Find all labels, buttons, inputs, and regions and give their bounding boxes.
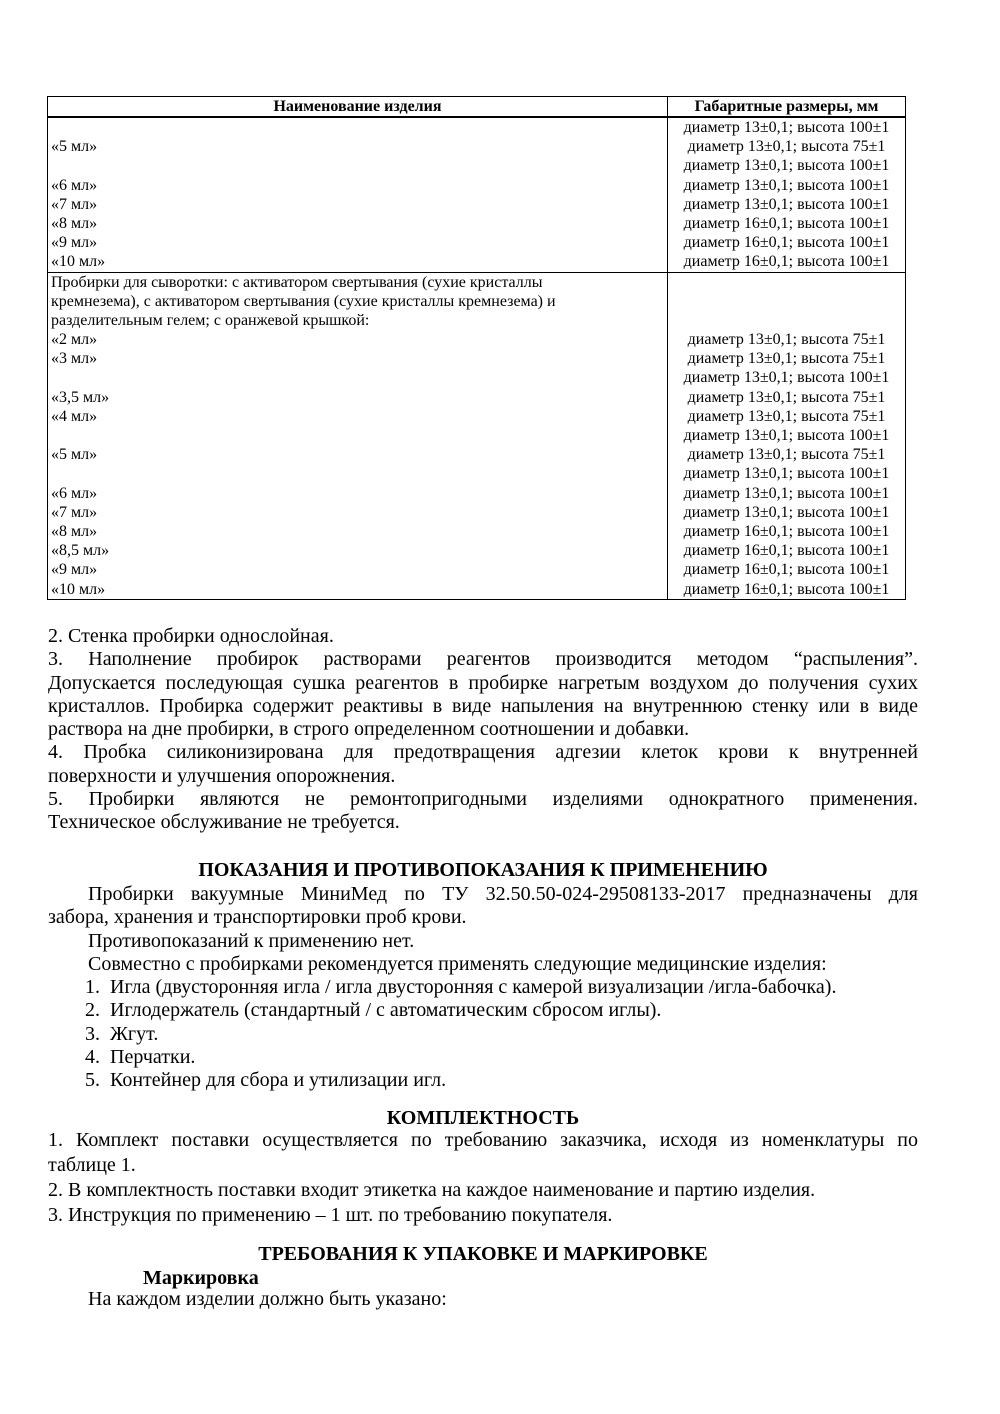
- note-text-line: 5. Пробирки являются не ремонтопригодными изделиями однократного применения.: [48, 788, 918, 811]
- product-volume-label: «6 мл»: [51, 176, 98, 194]
- note-text-line: 4. Пробка силиконизирована для предотвращения адгезии клеток крови к внутренней: [48, 741, 918, 764]
- table-section-plain-tubes: [48, 118, 905, 272]
- completeness-text-line: таблице 1.: [48, 1154, 136, 1176]
- indications-text-line: 5. Контейнер для сбора и утилизации игл.: [85, 1069, 447, 1092]
- product-volume-label: «8 мл»: [51, 522, 98, 540]
- table-header-row: [48, 97, 905, 118]
- product-dimensions-value: диаметр 13±0,1; высота 100±1: [683, 176, 890, 194]
- product-volume-label: [48, 464, 667, 483]
- product-dimensions-value: диаметр 13±0,1; высота 75±1: [687, 407, 886, 425]
- product-dimensions-value: диаметр 13±0,1; высота 100±1: [683, 503, 890, 521]
- product-dimensions-value: диаметр 13±0,1; высота 100±1: [683, 157, 890, 175]
- product-volume-label: «9 мл»: [51, 234, 98, 252]
- product-dimensions-value: диаметр 13±0,1; высота 75±1: [687, 446, 886, 464]
- product-volume-label: «10 мл»: [51, 253, 106, 271]
- product-dimensions-value: диаметр 13±0,1; высота 75±1: [687, 350, 886, 368]
- volume-labels-column: [48, 118, 668, 272]
- section-title-indications: ПОКАЗАНИЯ И ПРОТИВОПОКАЗАНИЯ К ПРИМЕНЕНИЮ: [198, 859, 768, 881]
- completeness-text-line: 1. Комплект поставки осуществляется по требованию заказчика, исходя из номенклатуры по: [48, 1129, 918, 1151]
- product-volume-label: «9 мл»: [51, 561, 98, 579]
- product-volume-label: «8 мл»: [51, 214, 98, 232]
- product-volume-label: [48, 368, 667, 387]
- product-dimensions-value: диаметр 16±0,1; высота 100±1: [683, 542, 890, 560]
- volume-labels: [48, 330, 667, 599]
- indications-text-line: 4. Перчатки.: [85, 1046, 196, 1069]
- product-dimensions-value: диаметр 16±0,1; высота 100±1: [683, 234, 890, 252]
- serum-tubes-description-line: кремнезема), с активатором свертывания (сухие кристаллы кремнезема) и: [51, 292, 556, 310]
- product-volume-label: «5 мл»: [51, 138, 98, 156]
- product-dimensions-value: диаметр 13±0,1; высота 100±1: [683, 195, 890, 213]
- table-header-product-name: Наименование изделия: [48, 97, 668, 116]
- dimensions-column: [668, 273, 905, 599]
- note-text-line: раствора на дне пробирки, в строго определенном соотношении и добавки.: [48, 718, 690, 741]
- indications-text: [48, 883, 918, 1093]
- product-volume-label: «4 мл»: [51, 407, 98, 425]
- note-text-line: поверхности и улучшения опорожнения.: [48, 764, 396, 787]
- indications-text-line: Пробирки вакуумные МиниМед по ТУ 32.50.50-024-29508133-2017 предназначены для: [88, 883, 918, 905]
- table-section-serum-tubes: [48, 272, 905, 599]
- serum-tubes-description-line: Пробирки для сыворотки: с активатором свертывания (сухие кристаллы: [51, 273, 543, 291]
- table-header-dimensions: Габаритные размеры, мм: [694, 98, 879, 115]
- product-volume-label: «5 мл»: [51, 446, 98, 464]
- product-dimensions-value: диаметр 16±0,1; высота 100±1: [683, 253, 890, 271]
- marking-text-line: На каждом изделии должно быть указано:: [88, 1288, 447, 1310]
- product-dimensions-value: диаметр 13±0,1; высота 100±1: [683, 119, 890, 136]
- product-dimensions-value: диаметр 13±0,1; высота 75±1: [687, 138, 886, 156]
- product-dimensions-value: диаметр 16±0,1; высота 100±1: [683, 580, 890, 598]
- marking-text: [48, 1288, 918, 1311]
- note-text-line: 2. Стенка пробирки однослойная.: [48, 625, 334, 647]
- section-title-packaging-marking: ТРЕБОВАНИЯ К УПАКОВКЕ И МАРКИРОВКЕ: [258, 1243, 708, 1265]
- section-title-completeness: КОМПЛЕКТНОСТЬ: [386, 1107, 580, 1129]
- serum-tubes-description-line: разделительным гелем; с оранжевой крышкой:: [51, 311, 370, 329]
- product-volume-label: «8,5 мл»: [51, 542, 110, 560]
- product-volume-label: «7 мл»: [51, 503, 98, 521]
- product-dimensions-value: диаметр 13±0,1; высота 100±1: [683, 369, 890, 387]
- completeness-text-line: 2. В комплектность поставки входит этикетка на каждое наименование и партию изделия.: [48, 1179, 816, 1201]
- product-dimensions-value: диаметр 16±0,1; высота 100±1: [683, 214, 890, 232]
- product-volume-label: «2 мл»: [51, 331, 98, 349]
- product-volume-label: «10 мл»: [51, 580, 106, 598]
- indications-text-line: Совместно с пробирками рекомендуется применять следующие медицинские изделия:: [88, 952, 827, 975]
- product-dimensions-value: диаметр 13±0,1; высота 100±1: [683, 484, 890, 502]
- note-text-line: Допускается последующая сушка реагентов в пробирке нагретым воздухом до получения сухих: [48, 671, 918, 694]
- product-volume-label: «7 мл»: [51, 195, 98, 213]
- indications-text-line: забора, хранения и транспортировки проб крови.: [48, 906, 467, 929]
- product-dimensions-value: диаметр 16±0,1; высота 100±1: [683, 561, 890, 579]
- product-volume-label: «3,5 мл»: [51, 388, 110, 406]
- volume-labels-column: [48, 273, 668, 599]
- product-volume-label: [48, 426, 667, 445]
- product-volume-label: «3 мл»: [51, 350, 98, 368]
- indications-text-line: 1. Игла (двусторонняя игла / игла двусторонняя с камерой визуализации /игла-бабочка).: [85, 976, 837, 999]
- product-dimensions-value: диаметр 16±0,1; высота 100±1: [683, 522, 890, 540]
- completeness-text: [48, 1128, 918, 1228]
- indications-text-line: 2. Иглодержатель (стандартный / с автоматическим сбросом иглы).: [85, 999, 662, 1022]
- subsection-title-marking: Маркировка: [143, 1267, 259, 1289]
- product-volume-label: [48, 156, 667, 175]
- product-dimensions-value: диаметр 13±0,1; высота 75±1: [687, 331, 886, 349]
- note-text-line: 3. Наполнение пробирок растворами реагентов производится методом “распыления”.: [48, 648, 918, 671]
- construction-notes: [48, 625, 918, 835]
- dimensions-column: [668, 118, 905, 272]
- product-volume-label: «6 мл»: [51, 484, 98, 502]
- note-text-line: кристаллов. Пробирка содержит реактивы в виде напыления на внутреннюю стенку или в виде: [48, 694, 918, 717]
- completeness-text-line: 3. Инструкция по применению – 1 шт. по требованию покупателя.: [48, 1204, 613, 1226]
- note-text-line: Техническое обслуживание не требуется.: [48, 811, 400, 834]
- product-dimensions-value: диаметр 13±0,1; высота 75±1: [687, 388, 886, 406]
- product-dimensions-value: диаметр 13±0,1; высота 100±1: [683, 427, 890, 445]
- serum-tubes-description: [48, 273, 667, 331]
- product-volume-label: [48, 118, 667, 137]
- product-dimensions-table: [47, 96, 906, 600]
- indications-text-line: 3. Жгут.: [85, 1022, 159, 1045]
- product-dimensions-value: диаметр 13±0,1; высота 100±1: [683, 465, 890, 483]
- indications-text-line: Противопоказаний к применению нет.: [88, 929, 415, 952]
